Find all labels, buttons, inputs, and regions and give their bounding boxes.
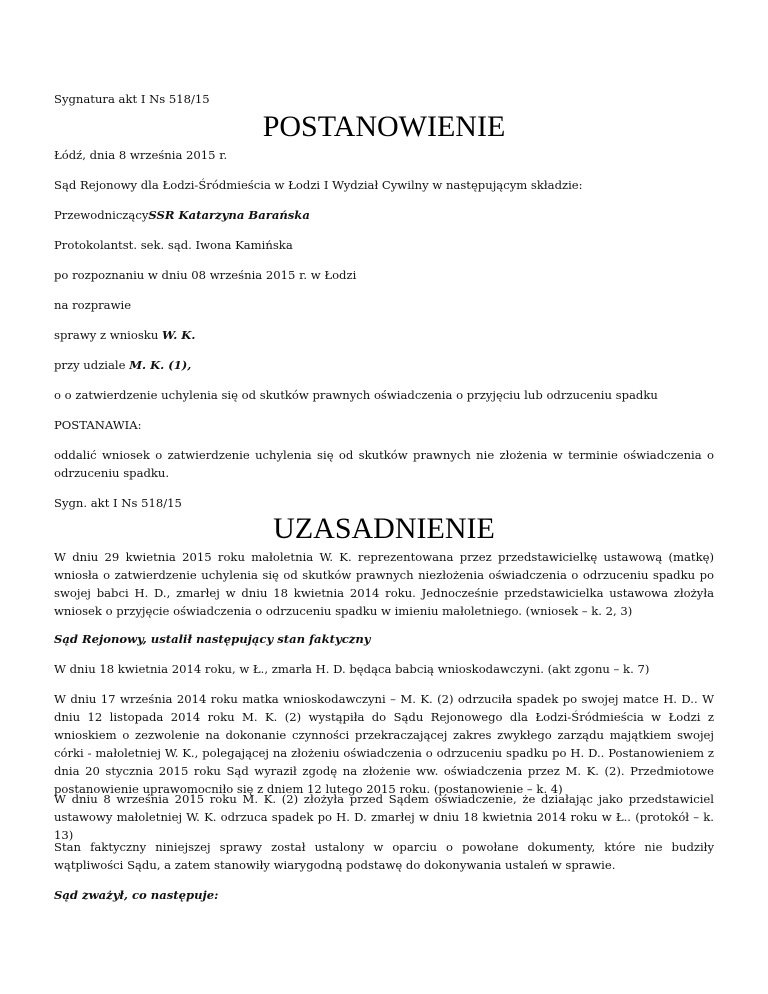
presiding-judge bbox=[54, 206, 310, 224]
participant-name: M. K. (1), bbox=[129, 358, 192, 372]
justification-title: UZASADNIENIE bbox=[273, 512, 495, 545]
hearing-date: po rozpoznaniu w dniu 08 września 2015 r. w Łodzi bbox=[54, 268, 357, 282]
hearing-type: na rozprawie bbox=[54, 298, 132, 312]
place-date: Łódź, dnia 8 września 2015 r. bbox=[54, 148, 228, 162]
paragraph-facts-basis: Stan faktyczny niniejszej sprawy został ustalony w oparciu o powołane dokumenty, które nie budziły wątpliwości Sądu, a zatem stanowiły wiarygodną podstawę do dokonywania ustaleń w sprawie. bbox=[54, 840, 714, 872]
document-title: POSTANOWIENIE bbox=[262, 110, 506, 143]
paragraph-death: W dniu 18 kwietnia 2014 roku, w Ł., zmarła H. D. będąca babcią wnioskodawczyni. (akt zgonu – k. 7) bbox=[54, 662, 650, 676]
facts-heading: Sąd Rejonowy, ustalił następujący stan faktyczny bbox=[54, 632, 371, 646]
case-participant bbox=[54, 356, 191, 374]
paragraph-motion: W dniu 29 kwietnia 2015 roku małoletnia W. K. reprezentowana przez przedstawicielkę ustawową (matkę) wniosła o zatwierdzenie uchylenia się od skutków prawnych niezłożenia oświadczenia o odrzuceniu spadku po swojej babci H. D., zmarłej w dniu 18 kwietnia 2014 roku. Jednocześnie przedstawicielka ustawowa złożyła wniosek o przyjęcie oświadczenia o odrzuceniu spadku w imieniu małoletniego. (wniosek – k. 2, 3) bbox=[54, 550, 714, 618]
case-motion bbox=[54, 326, 195, 344]
protocol-clerk: Protokolantst. sek. sąd. Iwona Kamińska bbox=[54, 238, 293, 252]
paragraph-rejection: W dniu 17 września 2014 roku matka wnioskodawczyni – M. K. (2) odrzuciła spadek po swojej matce H. D.. W dniu 12 listopada 2014 roku M. K. (2) wystąpiła do Sądu Rejonowego dla Łodzi-Śródmieścia w Łodzi z wnioskiem o zezwolenie na dokonanie czynności przekraczającej zakres zwykłego zarządu majątkiem swojej córki - małoletniej W. K., polegającej na złożeniu oświadczenia o odrzuceniu spadku po H. D.. Postanowieniem z dnia 20 stycznia 2015 roku Sąd wyraził zgodę na złożenie ww. oświadczenia przez M. K. (2). Przedmiotowe postanowienie uprawomocniło się z dniem 12 lutego 2015 roku. (postanowienie – k. 4) bbox=[54, 692, 714, 796]
resolves-label: POSTANAWIA: bbox=[54, 418, 142, 432]
participant-prefix: przy udziale bbox=[54, 358, 130, 372]
applicant-name: W. K. bbox=[161, 328, 196, 342]
court-composition: Sąd Rejonowy dla Łodzi-Śródmieścia w Łodzi I Wydział Cywilny w następującym składzie: bbox=[54, 178, 583, 192]
case-signature-second: Sygn. akt I Ns 518/15 bbox=[54, 496, 182, 510]
paragraph-declaration: W dniu 8 września 2015 roku M. K. (2) złożyła przed Sądem oświadczenie, że działając jako przedstawiciel ustawowy małoletniej W. K. odrzuca spadek po H. D. zmarłej w dniu 18 kwietnia 2014 roku w Ł.. (protokół – k. 13) bbox=[54, 792, 714, 842]
presiding-name: SSR Katarzyna Barańska bbox=[148, 208, 310, 222]
motion-prefix: sprawy z wniosku bbox=[54, 328, 162, 342]
case-subject: o o zatwierdzenie uchylenia się od skutków prawnych oświadczenia o przyjęciu lub odrzuceniu spadku bbox=[54, 388, 658, 402]
decision-text: oddalić wniosek o zatwierdzenie uchylenia się od skutków prawnych nie złożenia w terminie oświadczenia o odrzuceniu spadku. bbox=[54, 448, 714, 480]
presiding-label: Przewodniczący bbox=[54, 208, 149, 222]
case-signature: Sygnatura akt I Ns 518/15 bbox=[54, 92, 210, 106]
considered-heading: Sąd zważył, co następuje: bbox=[54, 888, 219, 902]
